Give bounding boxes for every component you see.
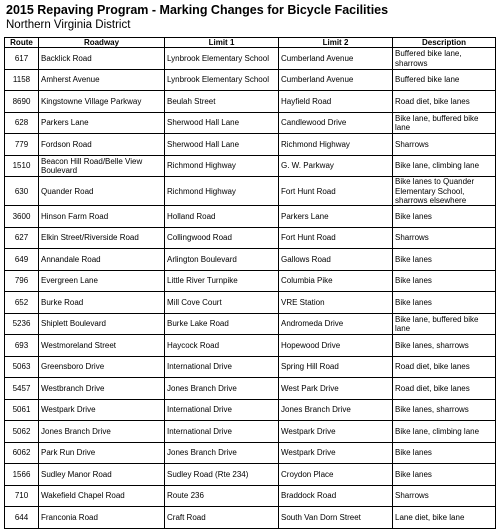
description-cell: Bike lanes, sharrows (393, 335, 496, 357)
limit-2-cell: Fort Hunt Road (279, 227, 393, 249)
limit-1-cell: International Drive (165, 421, 279, 443)
table-row (5, 48, 496, 70)
route-cell: 5061 (5, 399, 39, 421)
roadway-cell: Shiplett Boulevard (39, 313, 165, 335)
table-row (5, 155, 496, 177)
limit-1-cell: Collingwood Road (165, 227, 279, 249)
limit-2-cell: Westpark Drive (279, 442, 393, 464)
limit-2-cell: Westpark Drive (279, 421, 393, 443)
table-row (5, 356, 496, 378)
description-cell: Road diet, bike lanes (393, 378, 496, 400)
description-cell: Bike lanes (393, 249, 496, 271)
roadway-cell: Wakefield Chapel Road (39, 485, 165, 507)
column-header-roadway: Roadway (39, 38, 165, 48)
limit-2-cell: Jones Branch Drive (279, 399, 393, 421)
limit-1-cell: Route 236 (165, 485, 279, 507)
table-header-row (5, 38, 496, 48)
route-cell: 796 (5, 270, 39, 292)
roadway-cell: Elkin Street/Riverside Road (39, 227, 165, 249)
table-row (5, 177, 496, 206)
document-subtitle: Northern Virginia District (6, 19, 131, 31)
limit-1-cell: Burke Lake Road (165, 313, 279, 335)
description-cell: Bike lanes (393, 292, 496, 314)
limit-2-cell: Candlewood Drive (279, 112, 393, 134)
limit-1-cell: Little River Turnpike (165, 270, 279, 292)
limit-2-cell: Parkers Lane (279, 206, 393, 228)
document-title: 2015 Repaving Program - Marking Changes for Bicycle Facilities (6, 3, 389, 17)
limit-2-cell: Croydon Place (279, 464, 393, 486)
limit-1-cell: Holland Road (165, 206, 279, 228)
limit-2-cell: Richmond Highway (279, 134, 393, 156)
limit-2-cell: G. W. Parkway (279, 155, 393, 177)
route-cell: 644 (5, 507, 39, 529)
route-cell: 649 (5, 249, 39, 271)
roadway-cell: Park Run Drive (39, 442, 165, 464)
description-cell: Bike lane, buffered bike lane (393, 313, 496, 335)
route-cell: 628 (5, 112, 39, 134)
table-row (5, 507, 496, 529)
description-cell: Bike lanes (393, 464, 496, 486)
roadway-cell: Hinson Farm Road (39, 206, 165, 228)
description-cell: Bike lanes (393, 206, 496, 228)
description-cell: Sharrows (393, 134, 496, 156)
limit-2-cell: Fort Hunt Road (279, 177, 393, 206)
limit-1-cell: International Drive (165, 399, 279, 421)
roadway-cell: Amherst Avenue (39, 69, 165, 91)
roadway-cell: Fordson Road (39, 134, 165, 156)
roadway-cell: Westpark Drive (39, 399, 165, 421)
table-row (5, 134, 496, 156)
table-body (5, 48, 496, 528)
limit-1-cell: Richmond Highway (165, 177, 279, 206)
route-cell: 5236 (5, 313, 39, 335)
route-cell: 5063 (5, 356, 39, 378)
description-cell: Sharrows (393, 227, 496, 249)
roadway-cell: Evergreen Lane (39, 270, 165, 292)
limit-2-cell: VRE Station (279, 292, 393, 314)
route-cell: 617 (5, 48, 39, 70)
limit-1-cell: International Drive (165, 356, 279, 378)
table-row (5, 206, 496, 228)
roadway-cell: Greensboro Drive (39, 356, 165, 378)
table-row (5, 313, 496, 335)
route-cell: 1510 (5, 155, 39, 177)
route-cell: 5457 (5, 378, 39, 400)
limit-2-cell: Hayfield Road (279, 91, 393, 113)
roadway-cell: Beacon Hill Road/Belle View Boulevard (39, 155, 165, 177)
description-cell: Bike lanes (393, 442, 496, 464)
table-row (5, 91, 496, 113)
limit-1-cell: Haycock Road (165, 335, 279, 357)
table-row (5, 249, 496, 271)
description-cell: Bike lanes, sharrows (393, 399, 496, 421)
limit-1-cell: Lynbrook Elementary School (165, 69, 279, 91)
description-cell: Bike lanes to Quander Elementary School, sharrows elsewhere (393, 177, 496, 206)
roadway-cell: Backlick Road (39, 48, 165, 70)
route-cell: 693 (5, 335, 39, 357)
column-header-route: Route (5, 38, 39, 48)
route-cell: 652 (5, 292, 39, 314)
limit-2-cell: Cumberland Avenue (279, 69, 393, 91)
table-row (5, 442, 496, 464)
description-cell: Buffered bike lane, sharrows (393, 48, 496, 70)
roadway-cell: Franconia Road (39, 507, 165, 529)
roadway-cell: Jones Branch Drive (39, 421, 165, 443)
limit-2-cell: West Park Drive (279, 378, 393, 400)
description-cell: Bike lane, climbing lane (393, 421, 496, 443)
description-cell: Buffered bike lane (393, 69, 496, 91)
roadway-cell: Quander Road (39, 177, 165, 206)
limit-2-cell: Hopewood Drive (279, 335, 393, 357)
description-cell: Lane diet, bike lane (393, 507, 496, 529)
table-row (5, 464, 496, 486)
roadway-cell: Westmoreland Street (39, 335, 165, 357)
route-cell: 627 (5, 227, 39, 249)
limit-1-cell: Sherwood Hall Lane (165, 134, 279, 156)
column-header-limit-1: Limit 1 (165, 38, 279, 48)
limit-2-cell: South Van Dorn Street (279, 507, 393, 529)
roadway-cell: Westbranch Drive (39, 378, 165, 400)
table-row (5, 421, 496, 443)
limit-1-cell: Arlington Boulevard (165, 249, 279, 271)
table-row (5, 112, 496, 134)
roadway-cell: Kingstowne Village Parkway (39, 91, 165, 113)
description-cell: Road diet, bike lanes (393, 356, 496, 378)
limit-1-cell: Sherwood Hall Lane (165, 112, 279, 134)
table-row (5, 485, 496, 507)
limit-2-cell: Columbia Pike (279, 270, 393, 292)
roadway-cell: Burke Road (39, 292, 165, 314)
table-row (5, 335, 496, 357)
limit-1-cell: Beulah Street (165, 91, 279, 113)
route-cell: 5062 (5, 421, 39, 443)
description-cell: Bike lanes (393, 270, 496, 292)
table-row (5, 378, 496, 400)
table-row (5, 399, 496, 421)
limit-1-cell: Lynbrook Elementary School (165, 48, 279, 70)
route-cell: 6062 (5, 442, 39, 464)
route-cell: 8690 (5, 91, 39, 113)
roadway-cell: Annandale Road (39, 249, 165, 271)
limit-2-cell: Andromeda Drive (279, 313, 393, 335)
table-row (5, 292, 496, 314)
limit-1-cell: Sudley Road (Rte 234) (165, 464, 279, 486)
description-cell: Bike lane, buffered bike lane (393, 112, 496, 134)
limit-2-cell: Cumberland Avenue (279, 48, 393, 70)
roadway-cell: Sudley Manor Road (39, 464, 165, 486)
limit-1-cell: Richmond Highway (165, 155, 279, 177)
column-header-description: Description (393, 38, 496, 48)
table-row (5, 227, 496, 249)
roadway-cell: Parkers Lane (39, 112, 165, 134)
description-cell: Road diet, bike lanes (393, 91, 496, 113)
route-cell: 1158 (5, 69, 39, 91)
route-cell: 1566 (5, 464, 39, 486)
description-cell: Sharrows (393, 485, 496, 507)
route-cell: 779 (5, 134, 39, 156)
route-cell: 3600 (5, 206, 39, 228)
description-cell: Bike lane, climbing lane (393, 155, 496, 177)
limit-1-cell: Jones Branch Drive (165, 442, 279, 464)
column-header-limit-2: Limit 2 (279, 38, 393, 48)
limit-1-cell: Mill Cove Court (165, 292, 279, 314)
limit-2-cell: Gallows Road (279, 249, 393, 271)
limit-2-cell: Braddock Road (279, 485, 393, 507)
table-row (5, 69, 496, 91)
table-row (5, 270, 496, 292)
limit-1-cell: Jones Branch Drive (165, 378, 279, 400)
limit-1-cell: Craft Road (165, 507, 279, 529)
route-cell: 630 (5, 177, 39, 206)
route-cell: 710 (5, 485, 39, 507)
limit-2-cell: Spring Hill Road (279, 356, 393, 378)
bicycle-facilities-table (4, 37, 496, 529)
